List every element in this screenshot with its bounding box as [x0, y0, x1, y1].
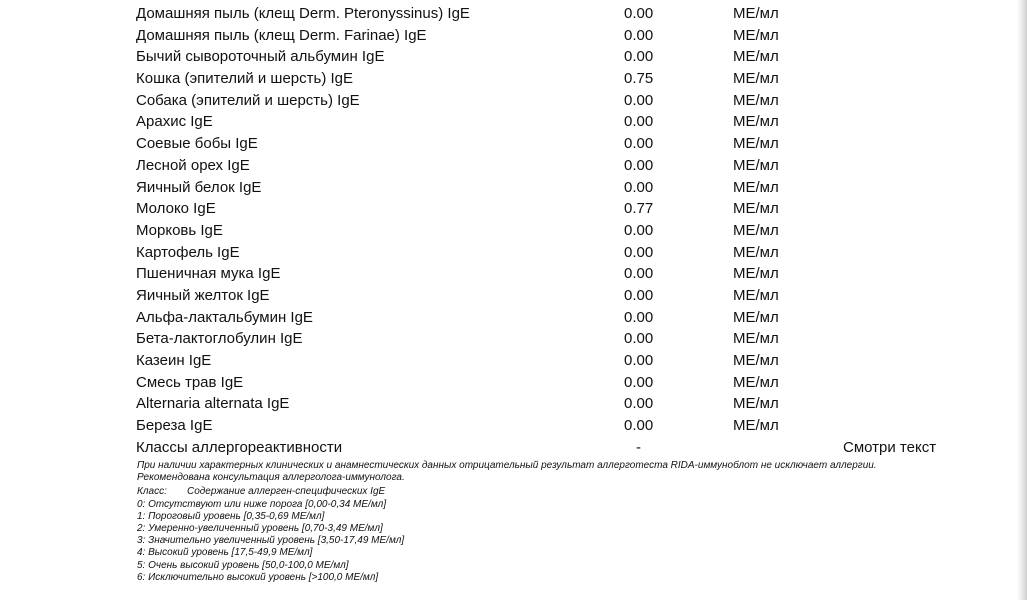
result-unit: МЕ/мл — [733, 265, 779, 283]
classes-reference: Смотри текст — [843, 438, 937, 456]
result-value: 0.77 — [624, 200, 654, 218]
result-value: 0.00 — [624, 352, 654, 369]
class-legend-item: 2: Умеренно-увеличенный уровень [0,70-3,49 МЕ/мл] — [137, 523, 383, 535]
result-row — [0, 307, 1027, 329]
allergen-name: Яичный белок IgE — [136, 178, 262, 196]
class-header-label: Класс: — [137, 486, 167, 498]
allergen-name: Альфа-лактальбумин IgE — [136, 308, 313, 326]
result-row — [0, 155, 1027, 177]
result-value: 0.00 — [624, 395, 654, 413]
result-row — [0, 350, 1027, 372]
allergen-name: Береза IgE — [136, 417, 213, 435]
result-value: 0.00 — [624, 178, 654, 196]
result-value: 0.00 — [624, 26, 654, 44]
result-row — [0, 242, 1027, 264]
result-unit: МЕ/мл — [733, 70, 779, 88]
class-legend-item: 6: Исключительно высокий уровень [>100,0 МЕ/мл] — [137, 571, 379, 583]
allergen-name: Смесь трав IgE — [136, 373, 244, 391]
allergen-name: Молоко IgE — [136, 200, 216, 218]
result-row — [0, 111, 1027, 133]
result-row — [0, 328, 1027, 350]
result-value: 0.00 — [624, 308, 654, 326]
result-value: 0.00 — [624, 243, 654, 261]
result-value: 0.00 — [624, 330, 654, 348]
result-value: 0.00 — [624, 373, 654, 391]
result-value: 0.00 — [624, 265, 654, 283]
result-value: 0.00 — [624, 286, 654, 304]
result-unit: МЕ/мл — [733, 135, 779, 153]
allergen-name: Домашняя пыль (клещ Derm. Farinae) IgE — [136, 26, 427, 44]
footnotes — [137, 460, 1017, 584]
class-legend-item: 5: Очень высокий уровень [50,0-100,0 МЕ/мл] — [137, 559, 349, 571]
allergen-name: Кошка (эпителий и шерсть) IgE — [136, 70, 354, 88]
allergen-name: Бычий сывороточный альбумин IgE — [136, 48, 385, 66]
result-row — [0, 415, 1027, 437]
result-value: 0.00 — [624, 113, 654, 131]
page-edge-shadow — [1017, 0, 1027, 600]
result-row — [0, 3, 1027, 25]
result-value: 0.00 — [624, 221, 654, 239]
allergen-name: Морковь IgE — [136, 221, 223, 239]
result-unit: МЕ/мл — [733, 417, 779, 435]
class-legend-item: 4: Высокий уровень [17,5-49,9 МЕ/мл] — [137, 547, 313, 559]
result-unit: МЕ/мл — [733, 373, 779, 391]
classes-row — [0, 437, 1027, 459]
result-unit: МЕ/мл — [733, 91, 779, 109]
result-row — [0, 263, 1027, 285]
result-row — [0, 372, 1027, 394]
result-unit: МЕ/мл — [733, 48, 779, 66]
allergen-name: Лесной орех IgE — [136, 156, 250, 174]
result-row — [0, 68, 1027, 90]
disclaimer-text: При наличии характерных клинических и анамнестических данных отрицательный результат аллерготеста RIDA-иммуноблот не исключает аллергии. — [137, 460, 877, 471]
results-table — [0, 3, 1027, 458]
result-unit: МЕ/мл — [733, 395, 779, 413]
allergen-name: Казеин IgE — [136, 352, 212, 369]
class-legend-item: 1: Пороговый уровень [0,35-0,69 МЕ/мл] — [137, 510, 325, 522]
class-legend-item: 0: Отсутствуют или ниже порога [0,00-0,34 МЕ/мл] — [137, 498, 387, 510]
result-unit: МЕ/мл — [733, 221, 779, 239]
class-header-text: Содержание аллерген-специфических IgE — [187, 486, 386, 498]
result-row — [0, 177, 1027, 199]
result-unit: МЕ/мл — [733, 156, 779, 174]
result-value: 0.00 — [624, 48, 654, 66]
allergen-name: Соевые бобы IgE — [136, 135, 258, 153]
result-row — [0, 393, 1027, 415]
result-row — [0, 220, 1027, 242]
result-unit: МЕ/мл — [733, 243, 779, 261]
result-row — [0, 285, 1027, 307]
allergen-name: Собака (эпителий и шерсть) IgE — [136, 91, 360, 109]
allergen-name: Пшеничная мука IgE — [136, 265, 281, 283]
allergen-name: Домашняя пыль (клещ Derm. Pteronyssinus) IgE — [136, 5, 470, 22]
result-unit: МЕ/мл — [733, 178, 779, 196]
result-unit: МЕ/мл — [733, 200, 779, 218]
result-unit: МЕ/мл — [733, 286, 779, 304]
result-value: 0.00 — [624, 135, 654, 153]
result-row — [0, 90, 1027, 112]
result-row — [0, 198, 1027, 220]
recommendation-text: Рекомендована консультация аллерголога-иммунолога. — [137, 472, 405, 484]
allergen-name: Alternaria alternata IgE — [136, 395, 290, 413]
allergen-name: Бета-лактоглобулин IgE — [136, 330, 303, 348]
result-value: 0.00 — [624, 156, 654, 174]
result-value: 0.00 — [624, 5, 654, 22]
result-value: 0.00 — [624, 91, 654, 109]
result-value: 0.00 — [624, 417, 654, 435]
classes-label: Классы аллергореактивности — [136, 438, 343, 456]
allergen-name: Яичный желток IgE — [136, 286, 270, 304]
result-unit: МЕ/мл — [733, 5, 779, 22]
result-unit: МЕ/мл — [733, 352, 779, 369]
result-unit: МЕ/мл — [733, 308, 779, 326]
result-row — [0, 25, 1027, 47]
allergen-name: Картофель IgE — [136, 243, 240, 261]
result-row — [0, 46, 1027, 68]
allergen-name: Арахис IgE — [136, 113, 213, 131]
classes-value: - — [636, 438, 641, 456]
result-unit: МЕ/мл — [733, 330, 779, 348]
result-unit: МЕ/мл — [733, 26, 779, 44]
result-unit: МЕ/мл — [733, 113, 779, 131]
class-legend-item: 3: Значительно увеличенный уровень [3,50-17,49 МЕ/мл] — [137, 535, 405, 547]
result-row — [0, 133, 1027, 155]
class-legend-header — [137, 486, 1017, 498]
result-value: 0.75 — [624, 70, 654, 88]
